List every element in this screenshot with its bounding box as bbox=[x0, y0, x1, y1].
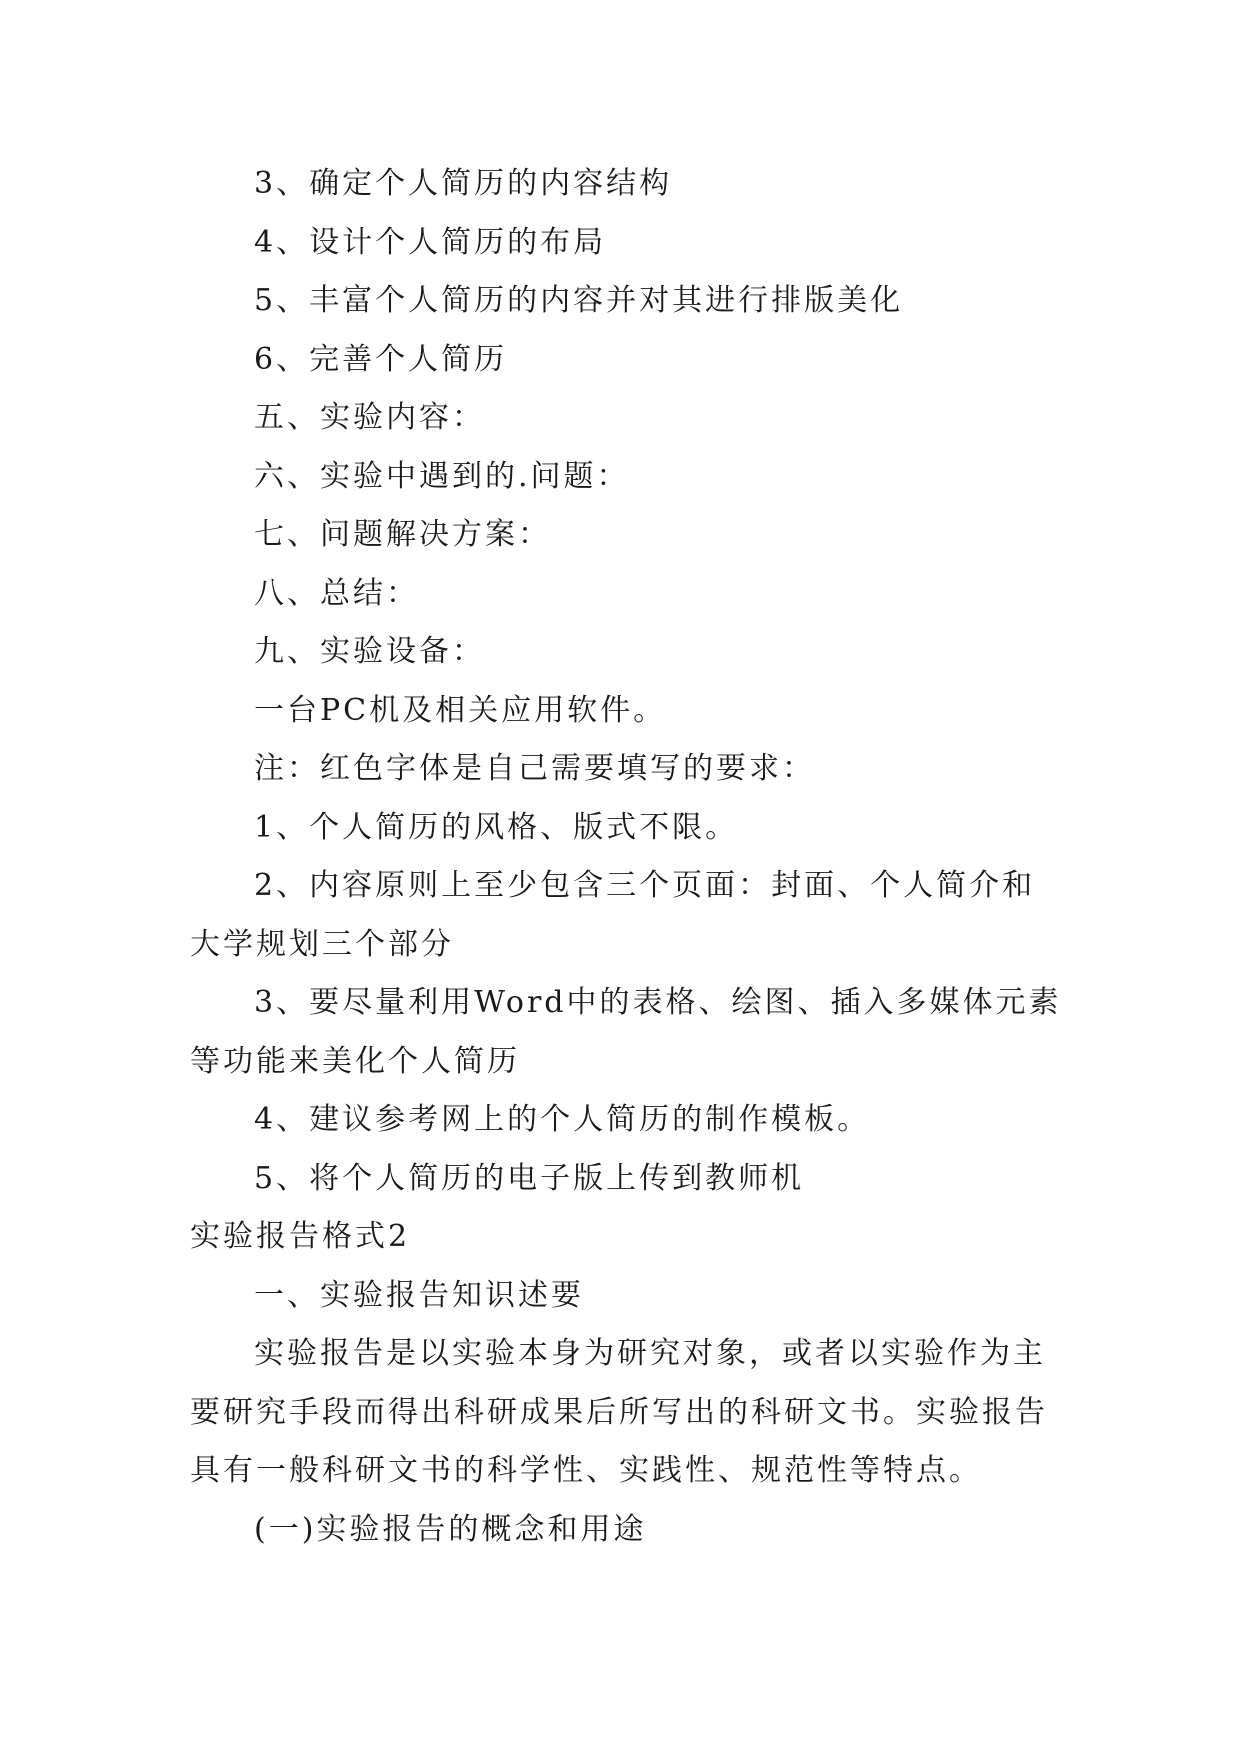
text-line: 4、设计个人简历的布局 bbox=[254, 224, 607, 260]
text-line: 等功能来美化个人简历 bbox=[190, 1043, 520, 1079]
note-heading: 注：红色字体是自己需要填写的要求： bbox=[254, 751, 815, 786]
section-heading: 一、实验报告知识述要 bbox=[254, 1277, 584, 1313]
text-line: 1、个人简历的风格、版式不限。 bbox=[254, 809, 739, 845]
subsection-heading: (一)实验报告的概念和用途 bbox=[254, 1511, 647, 1547]
document-title: 实验报告格式2 bbox=[190, 1219, 411, 1254]
text-line: 4、建议参考网上的个人简历的制作模板。 bbox=[254, 1102, 871, 1137]
text-line: 大学规划三个部分 bbox=[190, 926, 454, 962]
text-line: 5、将个人简历的电子版上传到教师机 bbox=[254, 1160, 805, 1196]
text-line: 具有一般科研文书的科学性、实践性、规范性等特点。 bbox=[190, 1453, 982, 1488]
section-heading: 五、实验内容： bbox=[254, 400, 485, 435]
text-line: 6、完善个人简历 bbox=[254, 341, 508, 377]
text-line: 5、丰富个人简历的内容并对其进行排版美化 bbox=[254, 283, 904, 318]
section-heading: 九、实验设备： bbox=[254, 634, 485, 669]
text-line: 3、要尽量利用Word中的表格、绘图、插入多媒体元素 bbox=[254, 985, 1062, 1020]
section-heading: 八、总结： bbox=[254, 575, 419, 611]
section-heading: 七、问题解决方案： bbox=[254, 517, 551, 552]
section-heading: 六、实验中遇到的.问题： bbox=[254, 458, 630, 494]
text-line: 实验报告是以实验本身为研究对象，或者以实验作为主 bbox=[254, 1336, 1046, 1371]
text-line: 2、内容原则上至少包含三个页面：封面、个人简介和 bbox=[254, 868, 1036, 903]
text-line: 要研究手段而得出科研成果后所写出的科研文书。实验报告 bbox=[190, 1394, 1048, 1430]
text-line: 3、确定个人简历的内容结构 bbox=[254, 166, 673, 201]
text-line: 一台PC机及相关应用软件。 bbox=[254, 692, 667, 728]
document-body bbox=[190, 155, 1062, 1559]
